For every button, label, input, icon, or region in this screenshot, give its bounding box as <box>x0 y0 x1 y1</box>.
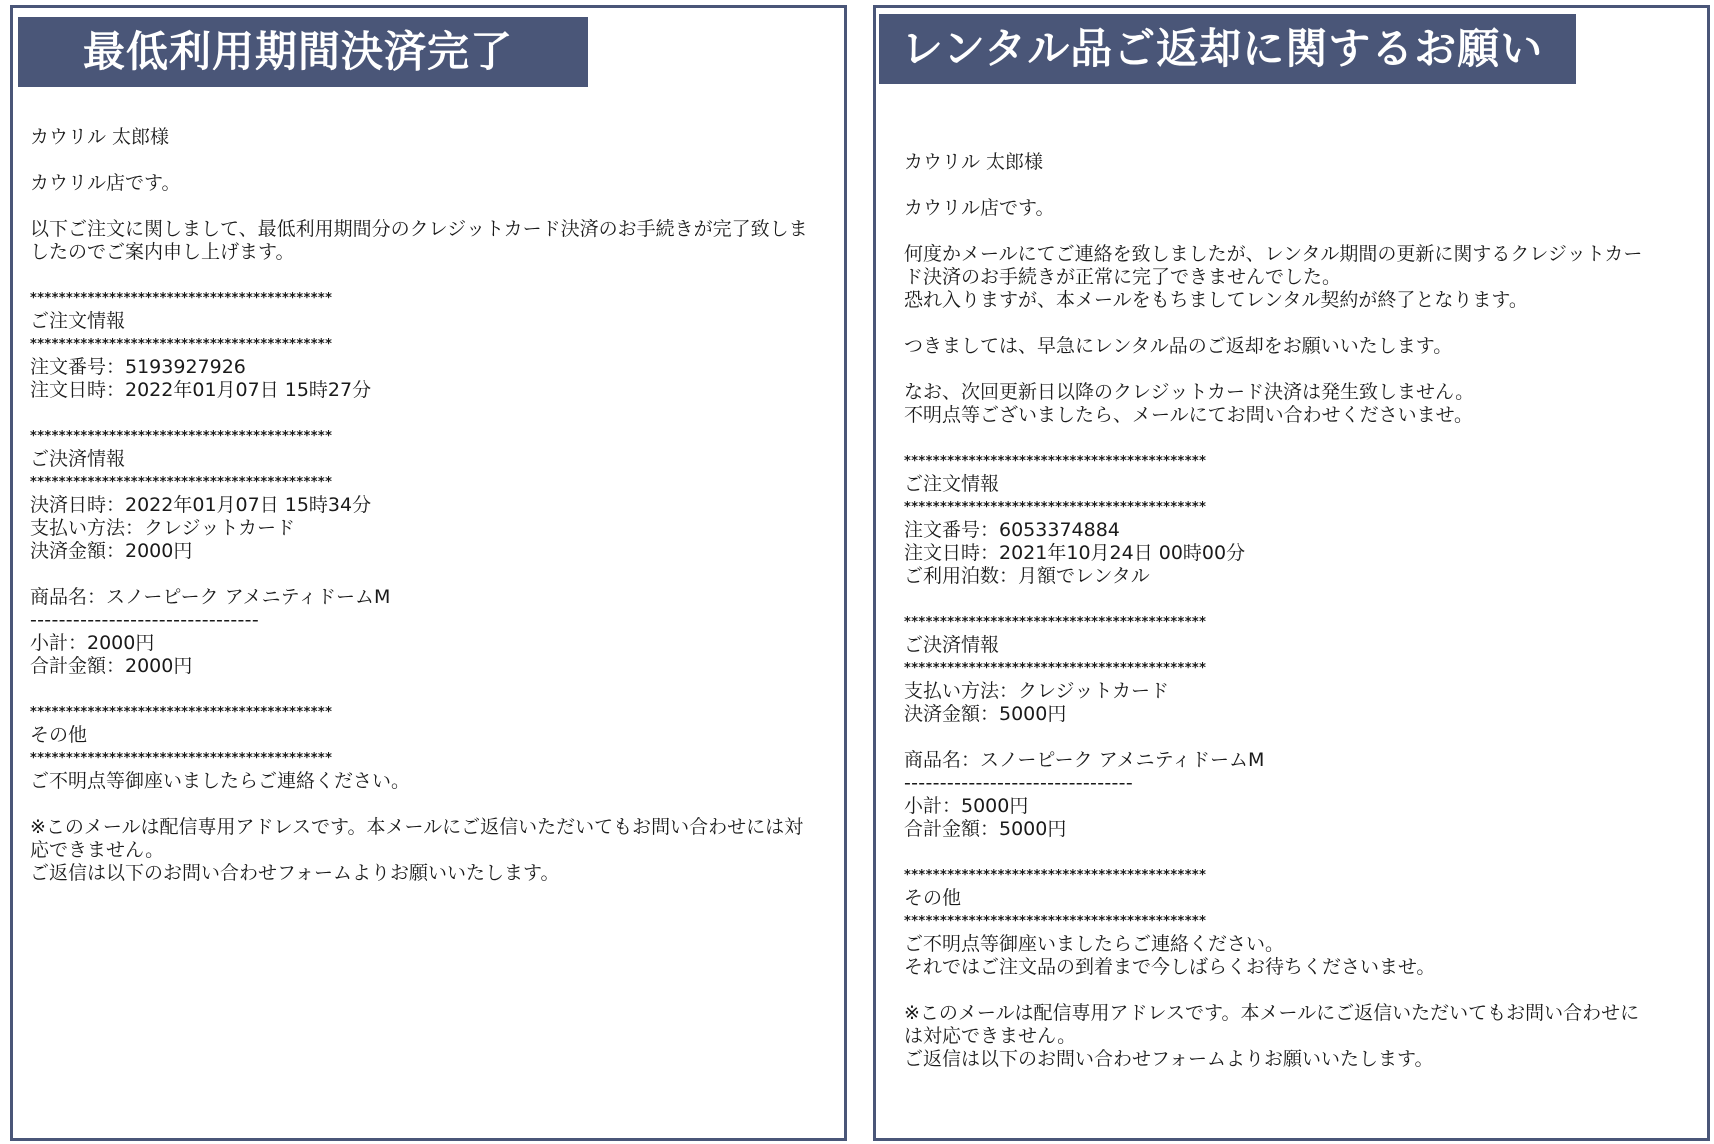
separator-stars: ****************************************** <box>904 914 1207 929</box>
order-date: 注文日時：2021年10月24日 00時00分 <box>904 542 1246 564</box>
contact-line: ご不明点等御座いましたらご連絡ください。 <box>904 933 1285 955</box>
separator-stars: ****************************************** <box>30 291 333 306</box>
section-heading-order: ご注文情報 <box>904 473 1000 495</box>
order-date: 注文日時：2022年01月07日 15時27分 <box>30 379 372 401</box>
payment-amount: 決済金額：2000円 <box>30 540 193 562</box>
payment-amount: 決済金額：5000円 <box>904 703 1067 725</box>
total-amount: 合計金額：5000円 <box>904 818 1067 840</box>
section-heading-other: その他 <box>30 724 88 746</box>
separator-stars: ****************************************** <box>30 475 333 490</box>
order-number: 注文番号：6053374884 <box>904 519 1120 541</box>
separator-stars: ****************************************** <box>30 705 333 720</box>
order-number: 注文番号：5193927926 <box>30 356 246 378</box>
separator-stars: ****************************************** <box>904 615 1207 630</box>
greeting: カウリル 太郎様 <box>904 151 1044 173</box>
intro-line: 恐れ入りますが、本メールをもちましてレンタル契約が終了となります。 <box>904 289 1528 311</box>
greeting: カウリル 太郎様 <box>30 126 170 148</box>
payment-date: 決済日時：2022年01月07日 15時34分 <box>30 494 372 516</box>
email-body <box>30 126 830 885</box>
note-line: 応できません。 <box>30 839 165 861</box>
payment-method: 支払い方法：クレジットカード <box>904 680 1169 702</box>
return-request: つきましては、早急にレンタル品のご返却をお願いいたします。 <box>904 335 1453 357</box>
separator-stars: ****************************************** <box>30 429 333 444</box>
payment-method: 支払い方法：クレジットカード <box>30 517 295 539</box>
total-amount: 合計金額：2000円 <box>30 655 193 677</box>
panel-title-banner: 最低利用期間決済完了 <box>18 17 588 87</box>
product-name: 商品名：スノーピーク アメニティドームM <box>30 586 391 608</box>
notice-line: なお、次回更新日以降のクレジットカード決済は発生致しません。 <box>904 381 1475 403</box>
separator-stars: ****************************************** <box>904 661 1207 676</box>
separator-stars: ****************************************** <box>904 454 1207 469</box>
separator-stars: ****************************************** <box>904 868 1207 883</box>
rental-nights: ご利用泊数：月額でレンタル <box>904 565 1150 587</box>
note-line: は対応できません。 <box>904 1025 1077 1047</box>
intro-line: 以下ご注文に関しまして、最低利用期間分のクレジットカード決済のお手続きが完了致しま <box>30 218 808 240</box>
note-line: ※このメールは配信専用アドレスです。本メールにご返信いただいてもお問い合わせに <box>904 1002 1640 1024</box>
subtotal: 小計：2000円 <box>30 632 155 654</box>
subtotal: 小計：5000円 <box>904 795 1029 817</box>
separator-dashes: -------------------------------- <box>904 772 1133 794</box>
separator-stars: ****************************************** <box>904 500 1207 515</box>
separator-stars: ****************************************** <box>30 337 333 352</box>
section-heading-other: その他 <box>904 887 962 909</box>
panel-title-banner: レンタル品ご返却に関するお願い <box>879 14 1576 84</box>
note-line: ※このメールは配信専用アドレスです。本メールにご返信いただいてもお問い合わせには対 <box>30 816 804 838</box>
email-panel-rental-return-request <box>873 5 1710 1141</box>
product-name: 商品名：スノーピーク アメニティドームM <box>904 749 1265 771</box>
notice-line: 不明点等ございましたら、メールにてお問い合わせくださいませ。 <box>904 404 1474 426</box>
intro-line: 何度かメールにてご連絡を致しましたが、レンタル期間の更新に関するクレジットカー <box>904 243 1643 265</box>
contact-text: ご不明点等御座いましたらご連絡ください。 <box>30 770 411 792</box>
shop-intro: カウリル店です。 <box>30 172 181 194</box>
note-line: ご返信は以下のお問い合わせフォームよりお願いいたします。 <box>30 862 560 884</box>
email-body <box>904 151 1694 1071</box>
intro-line: したのでご案内申し上げます。 <box>30 241 295 263</box>
note-line: ご返信は以下のお問い合わせフォームよりお願いいたします。 <box>904 1048 1434 1070</box>
section-heading-payment: ご決済情報 <box>904 634 1000 656</box>
contact-line: それではご注文品の到着まで今しばらくお待ちくださいませ。 <box>904 956 1436 978</box>
section-heading-payment: ご決済情報 <box>30 448 126 470</box>
email-panel-minimum-period-payment <box>10 5 847 1141</box>
separator-stars: ****************************************** <box>30 751 333 766</box>
section-heading-order: ご注文情報 <box>30 310 126 332</box>
intro-line: ド決済のお手続きが正常に完了できませんでした。 <box>904 266 1342 288</box>
shop-intro: カウリル店です。 <box>904 197 1055 219</box>
separator-dashes: -------------------------------- <box>30 609 259 631</box>
